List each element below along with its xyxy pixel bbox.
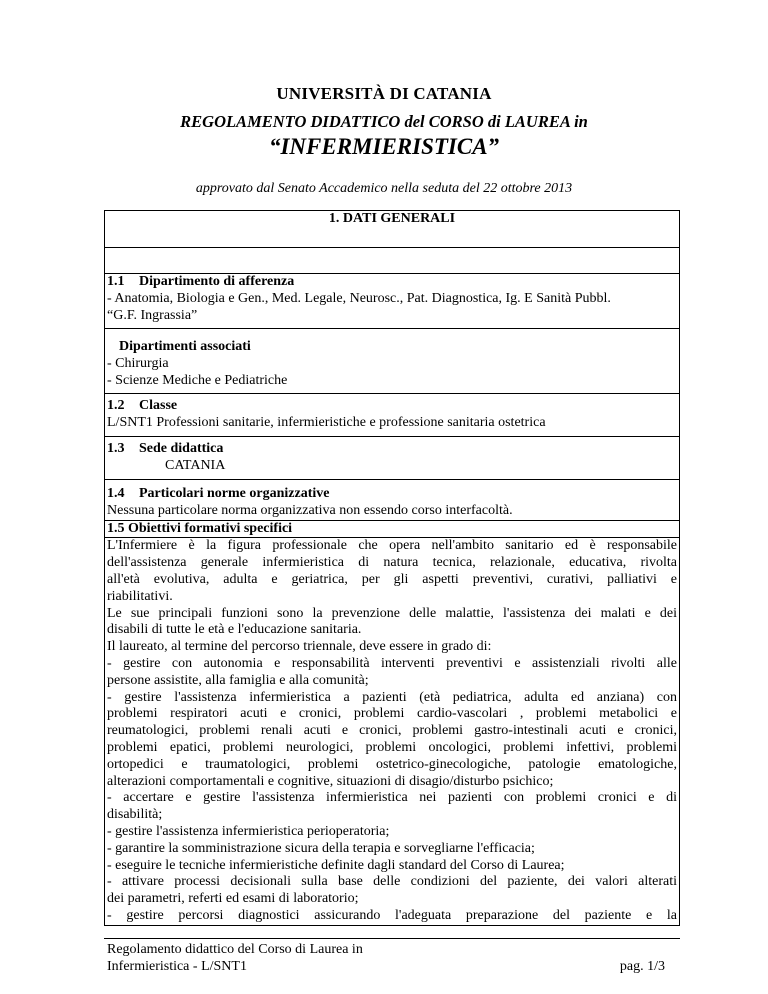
location-heading: 1.3 Sede didattica [107, 441, 224, 456]
approval-note: approvato dal Senato Accademico nella seduta del 22 ottobre 2013 [195, 181, 573, 196]
objectives-line: problemi respiratori acuti e cronici, problemi cardio-vascolari , problemi metabolici e [107, 706, 677, 722]
objectives-line: reumatologici, problemi renali acuti e cronici, problemi gastro-intestinali acuti e cronici, [107, 723, 677, 739]
objectives-line: disabilità; [107, 807, 163, 823]
department-line-2: “G.F. Ingrassia” [107, 307, 198, 323]
university-title: UNIVERSITÀ DI CATANIA [276, 84, 492, 103]
objectives-line: - gestire con autonomia e responsabilità interventi preventivi e assistenziali rivolti alle [107, 655, 677, 671]
objectives-line: - gestire percorsi diagnostici assicurando l'adeguata preparazione del paziente e la [107, 907, 677, 923]
regulation-subtitle: REGOLAMENTO DIDATTICO del CORSO di LAUREA in [180, 112, 588, 131]
objectives-line: - gestire l'assistenza infermieristica a pazienti (età pediatrica, adulta ed anziana) con [107, 689, 677, 705]
objectives-heading: 1.5 Obiettivi formativi specifici [105, 520, 680, 538]
objectives-line: dei parametri, referti ed esami di laboratorio; [107, 891, 359, 907]
objectives-line: - eseguire le tecniche infermieristiche definite dagli standard del Corso di Laurea; [107, 857, 565, 873]
class-text: L/SNT1 Professioni sanitarie, infermieristiche e professione sanitaria ostetrica [107, 414, 546, 430]
rules-heading: 1.4 Particolari norme organizzative [107, 486, 330, 501]
location-row [105, 437, 680, 480]
objectives-line: Il laureato, al termine del percorso triennale, deve essere in grado di: [107, 639, 492, 655]
objectives-line: persone assistite, alla famiglia e alla comunità; [107, 672, 369, 688]
blank-row [105, 248, 680, 274]
associated-item: - Scienze Mediche e Pediatriche [107, 372, 288, 388]
class-row [105, 394, 680, 437]
footer-line-2: Infermieristica - L/SNT1 [107, 959, 247, 974]
objectives-line: problemi epatici, problemi neurologici, problemi oncologici, problemi infettivi, problemi [107, 739, 677, 755]
objectives-line: alterazioni comportamentali e cognitive, situazioni di disagio/disturbo psichico; [107, 773, 554, 789]
objectives-line: - garantire la somministrazione sicura della terapia e sorvegliarne l'efficacia; [107, 840, 535, 856]
department-row [105, 274, 680, 329]
associated-item: - Chirurgia [107, 355, 169, 371]
section-title: 1. DATI GENERALI [105, 211, 680, 248]
location-city: CATANIA [165, 457, 226, 473]
footer-divider [104, 938, 680, 939]
associated-heading: Dipartimenti associati [119, 339, 251, 354]
objectives-line: - accertare e gestire l'assistenza infermieristica nei pazienti con problemi cronici e di [107, 790, 677, 806]
objectives-line: all'età evolutiva, adulta e geriatrica, per gli aspetti preventivi, curativi, palliativi e [107, 571, 677, 587]
rules-text: Nessuna particolare norma organizzativa non essendo corso interfacoltà. [107, 502, 513, 518]
department-heading: 1.1 Dipartimento di afferenza [107, 274, 295, 289]
course-name: “INFERMIERISTICA” [268, 134, 500, 159]
objectives-line: - attivare processi decisionali sulla base delle condizioni del paziente, dei valori alterati [107, 874, 677, 890]
class-heading: 1.2 Classe [107, 398, 178, 413]
objectives-line: - gestire l'assistenza infermieristica perioperatoria; [107, 823, 390, 839]
footer-line-1: Regolamento didattico del Corso di Laurea in [107, 942, 363, 957]
section-header-row [105, 211, 680, 248]
rules-row [105, 480, 680, 521]
objectives-body [105, 538, 680, 925]
objectives-row [105, 538, 680, 925]
associated-departments-row [105, 329, 680, 394]
objectives-line: dell'assistenza generale infermieristica di natura tecnica, relazionale, educativa, rivolta [107, 555, 677, 571]
objectives-line: disabili di tutte le età e l'educazione sanitaria. [107, 622, 362, 638]
general-data-table [104, 210, 680, 926]
objectives-heading-row [105, 520, 680, 538]
page-number: pag. 1/3 [619, 959, 665, 974]
objectives-line: Le sue principali funzioni sono la prevenzione delle malattie, l'assistenza dei malati e dei [107, 605, 677, 621]
objectives-line: riabilitativi. [107, 588, 173, 604]
objectives-line: ortopedici e traumatologici, problemi ostetrico-ginecologiche, patologie ematologiche, [107, 756, 677, 772]
department-line-1: - Anatomia, Biologia e Gen., Med. Legale, Neurosc., Pat. Diagnostica, Ig. E Sanità Pubbl. [107, 290, 611, 306]
objectives-line: L'Infermiere è la figura professionale che opera nell'ambito sanitario ed è responsabile [107, 538, 677, 554]
